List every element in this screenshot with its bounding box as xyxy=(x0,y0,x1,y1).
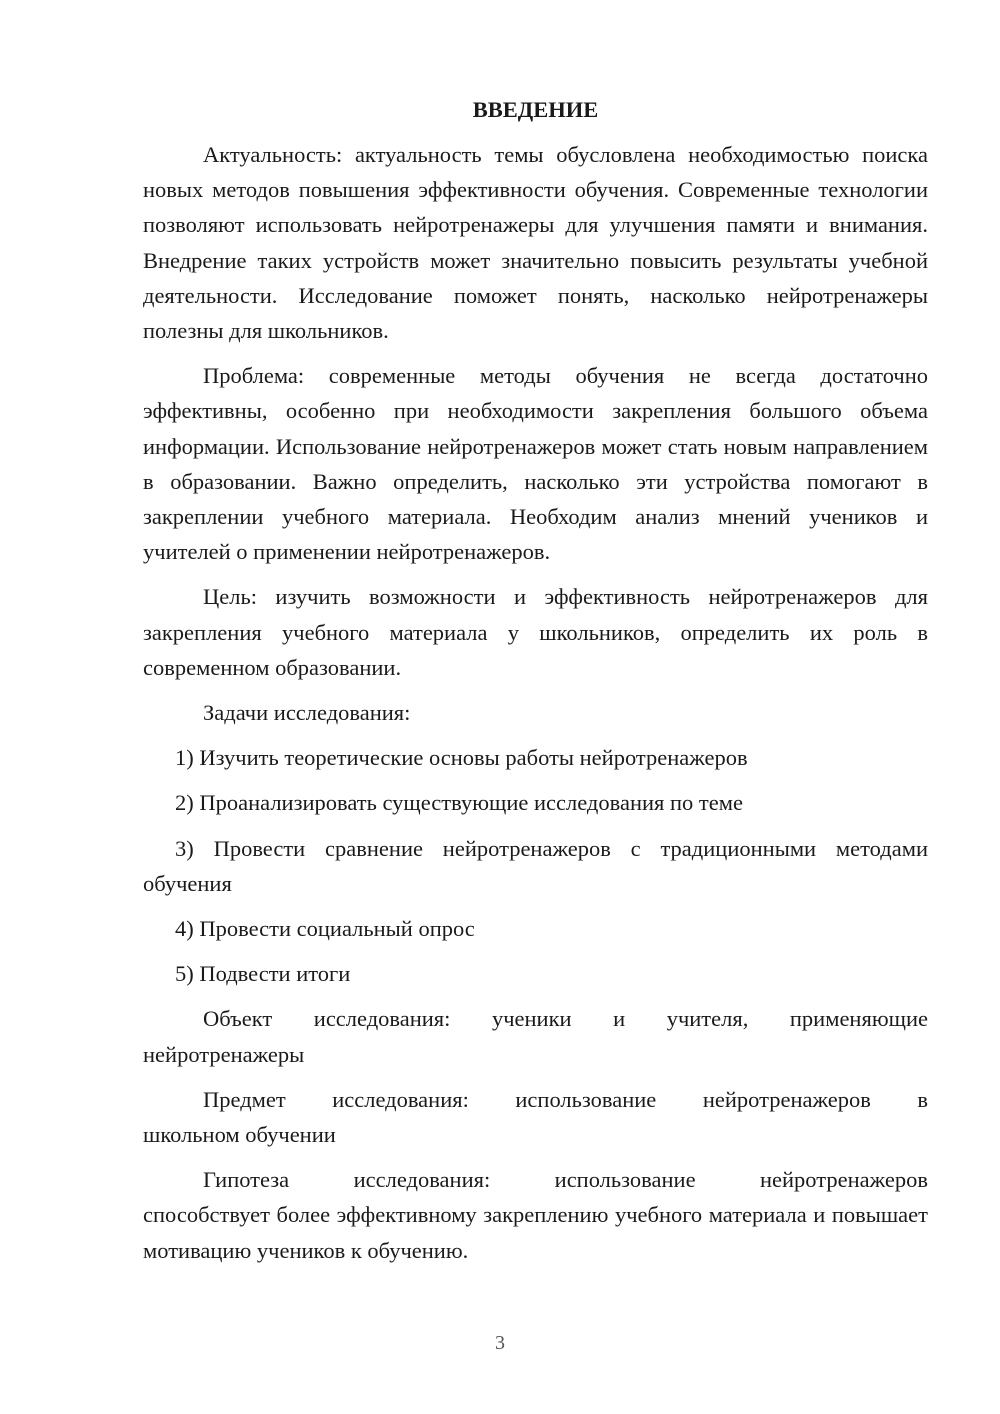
hypothesis-line-1: Гипотеза исследования: использование нейротренажеров xyxy=(203,1167,928,1193)
page-number: 3 xyxy=(495,1332,505,1354)
page-content xyxy=(143,92,928,1278)
page-title: ВВЕДЕНИЕ xyxy=(472,97,599,122)
tasks-heading: Задачи исследования: xyxy=(203,700,411,726)
task-item-1: 1) Изучить теоретические основы работы нейротренажеров xyxy=(175,745,748,771)
hypothesis-rest: способствует более эффективному закреплению учебного материала и повышает мотивацию учеников к обучению. xyxy=(143,1202,928,1263)
subject-line-1: Предмет исследования: использование нейротренажеров в xyxy=(203,1086,928,1112)
task-item-3: 3) Провести сравнение нейротренажеров с традиционными методами обучения xyxy=(143,835,928,896)
subject-line-2: школьном обучении xyxy=(143,1122,336,1148)
object-line-2: нейротренажеры xyxy=(143,1041,305,1067)
paragraph-object xyxy=(143,1001,928,1071)
paragraph-goal: Цель: изучить возможности и эффективность нейротренажеров для закрепления учебного материала у школьников, определить их роль в современном образовании. xyxy=(143,584,928,680)
paragraph-subject xyxy=(143,1082,928,1152)
paragraph-relevance: Актуальность: актуальность темы обусловлена необходимостью поиска новых методов повышения эффективности обучения. Современные технологии позволяют использовать нейротренажеры для улучшения памяти и внимания. Внедрение таких устройств может значительно повысить результаты учебной деятельности. Исследование поможет понять, насколько нейротренажеры полезны для школьников. xyxy=(143,142,928,344)
paragraph-hypothesis xyxy=(143,1162,928,1268)
task-item-5: 5) Подвести итоги xyxy=(175,961,351,987)
task-item-2: 2) Проанализировать существующие исследования по теме xyxy=(175,790,743,816)
object-line-1: Объект исследования: ученики и учителя, применяющие xyxy=(203,1006,928,1032)
paragraph-problem: Проблема: современные методы обучения не всегда достаточно эффективны, особенно при необходимости закрепления большого объема информации. Использование нейротренажеров может стать новым направлением в образовании. Важно определить, насколько эти устройства помогают в закреплении учебного материала. Необходим анализ мнений учеников и учителей о применении нейротренажеров. xyxy=(143,363,928,565)
task-item-4: 4) Провести социальный опрос xyxy=(175,916,475,942)
